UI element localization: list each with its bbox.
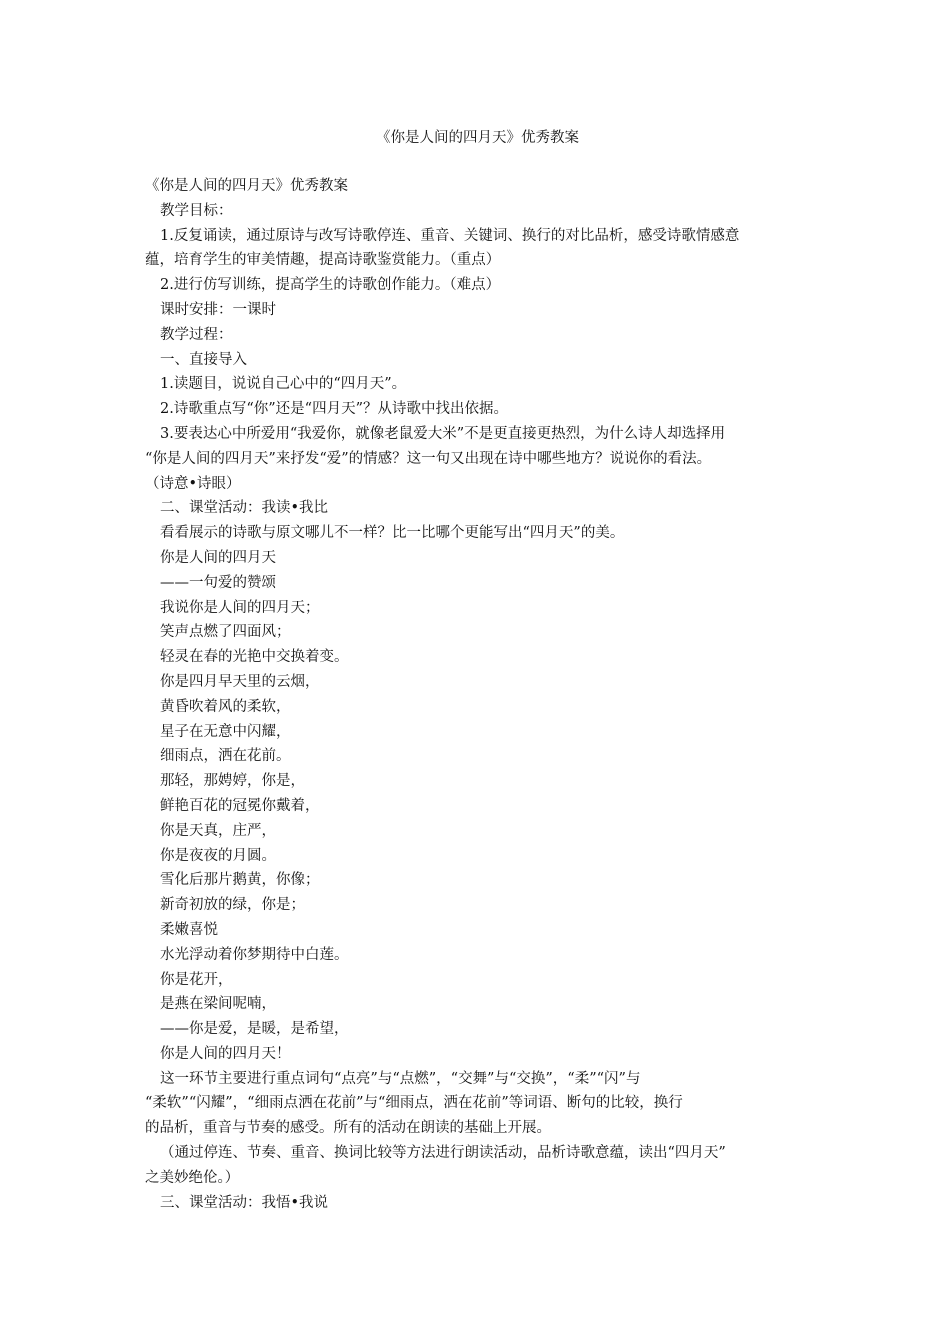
document-body	[145, 174, 810, 1215]
text-line: 你是夜夜的月圆。	[160, 847, 276, 864]
text-line: 1.读题目，说说自己心中的“四月天”。	[160, 376, 407, 393]
text-line: 这一环节主要进行重点词句“点亮”与“点燃”，“交舞”与“交换”，“柔”“闪”与	[160, 1070, 641, 1087]
text-line: 轻灵在春的光艳中交换着变。	[160, 649, 349, 666]
text-line: 雪化后那片鹅黄，你像；	[160, 872, 320, 889]
text-line: 的品析，重音与节奏的感受。所有的活动在朗读的基础上开展。	[145, 1120, 551, 1137]
text-line: （通过停连、节奏、重音、换词比较等方法进行朗读活动，品析诗歌意蕴，读出“四月天”	[160, 1145, 726, 1162]
text-line: 你是天真，庄严，	[160, 822, 276, 839]
text-line: ——一句爱的赞颂	[160, 574, 276, 591]
text-line: （诗意•诗眼）	[145, 475, 241, 492]
text-line: 我说你是人间的四月天；	[160, 599, 320, 616]
text-line: 三、课堂活动：我悟•我说	[160, 1194, 329, 1211]
text-line: 蕴，培育学生的审美情趣，提高诗歌鉴赏能力。（重点）	[145, 252, 501, 269]
text-line: ——你是爱，是暖，是希望，	[160, 1021, 349, 1038]
text-line: 2.诗歌重点写“你”还是“四月天”？从诗歌中找出依据。	[160, 401, 508, 418]
text-line: 你是四月早天里的云烟，	[160, 673, 320, 690]
text-line: 《你是人间的四月天》优秀教案	[145, 178, 348, 194]
text-line: 教学目标：	[160, 202, 233, 219]
text-line: 你是人间的四月天	[160, 549, 276, 566]
text-line: 新奇初放的绿，你是；	[160, 897, 305, 914]
text-line: 二、课堂活动：我读•我比	[160, 500, 329, 517]
text-line: 是燕在梁间呢喃，	[160, 996, 276, 1013]
text-line: 1.反复诵读，通过原诗与改写诗歌停连、重音、关键词、换行的对比品析，感受诗歌情感意	[160, 227, 740, 244]
text-line: 细雨点，洒在花前。	[160, 748, 291, 765]
text-line: 黄昏吹着风的柔软，	[160, 698, 291, 715]
text-line: 笑声点燃了四面风；	[160, 624, 291, 641]
text-line: 你是花开，	[160, 971, 233, 988]
text-line: 教学过程：	[160, 326, 233, 343]
text-line: 你是人间的四月天！	[160, 1045, 291, 1062]
text-line: “柔软”“闪耀”，“细雨点洒在花前”与“细雨点，洒在花前”等词语、断句的比较，换行	[145, 1095, 683, 1112]
text-line: 星子在无意中闪耀，	[160, 723, 291, 740]
text-line: 那轻，那娉婷，你是，	[160, 773, 305, 790]
text-line: 鲜艳百花的冠冕你戴着，	[160, 797, 320, 814]
text-line: 一、直接导入	[160, 351, 247, 368]
text-line: 水光浮动着你梦期待中白莲。	[160, 946, 349, 963]
text-line: 看看展示的诗歌与原文哪儿不一样？比一比哪个更能写出“四月天”的美。	[160, 525, 625, 542]
text-line: 课时安排：一课时	[160, 301, 276, 318]
text-line: 之美妙绝伦。）	[145, 1169, 240, 1186]
document-title: 《你是人间的四月天》优秀教案	[376, 130, 579, 146]
text-line: 2.进行仿写训练，提高学生的诗歌创作能力。（难点）	[160, 277, 501, 294]
text-line: “你是人间的四月天”来抒发“爱”的情感？这一句又出现在诗中哪些地方？说说你的看法。	[145, 450, 712, 467]
text-line: 3.要表达心中所爱用“我爱你，就像老鼠爱大米”不是更直接更热烈，为什么诗人却选择用	[160, 425, 726, 442]
text-line: 柔嫩喜悦	[160, 921, 218, 938]
